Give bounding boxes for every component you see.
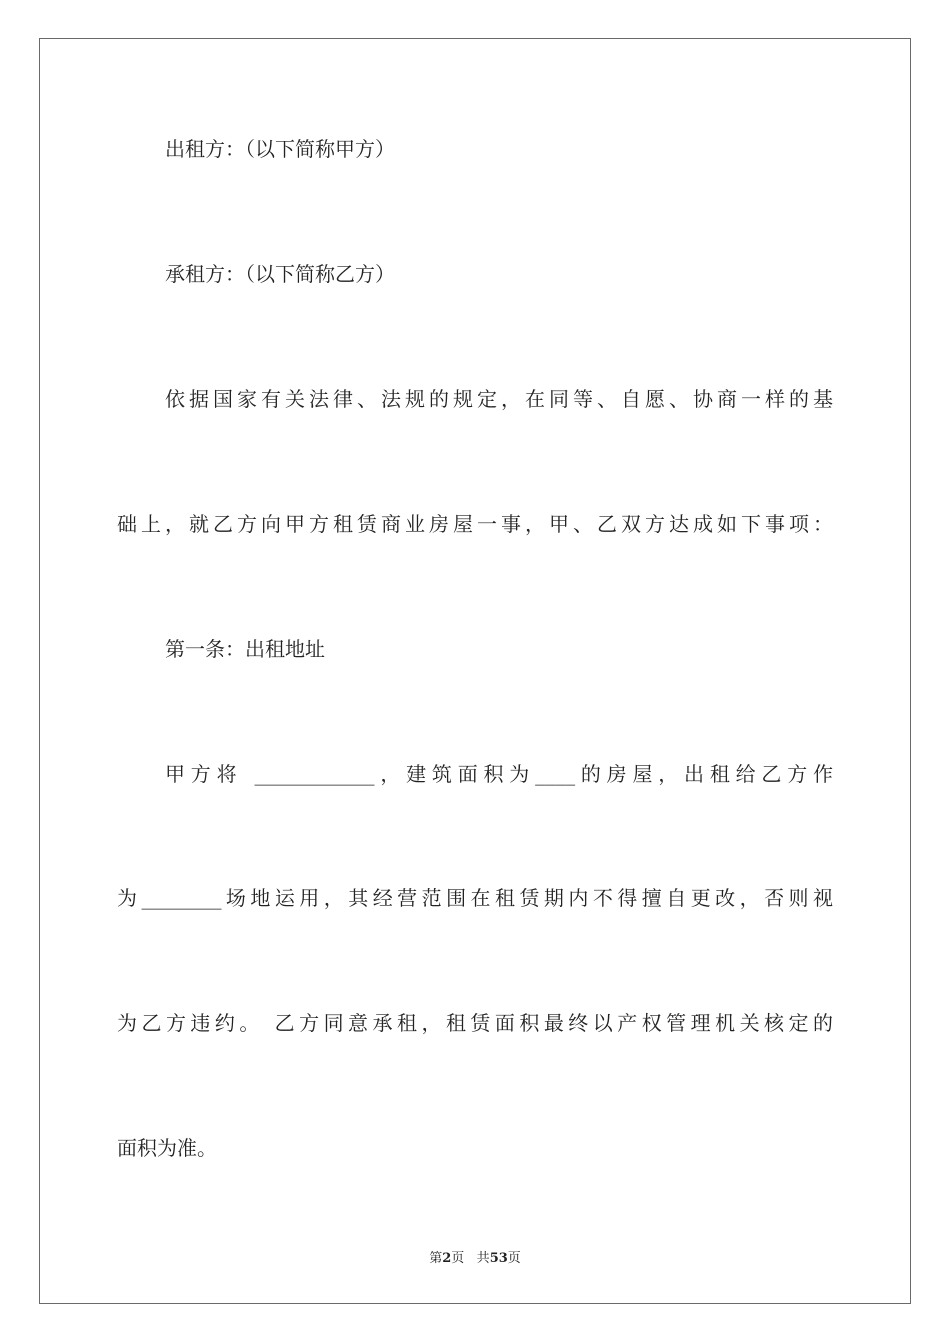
body-paragraph-line: 为________场地运用，其经营范围在租赁期内不得擅自更改，否则视 (117, 886, 833, 910)
article-heading: 第一条：出租地址 (165, 637, 325, 661)
body-paragraph-line: 甲方将 ____________，建筑面积为____的房屋，出租给乙方作 (165, 762, 833, 786)
total-pages: 53 (489, 1251, 508, 1266)
lessee-line: 承租方：（以下简称乙方） (165, 262, 395, 286)
page-suffix: 页 (451, 1251, 465, 1266)
page-border (39, 38, 911, 1304)
body-paragraph-line: 依据国家有关法律、法规的规定，在同等、自愿、协商一样的基 (165, 387, 833, 411)
page-footer (0, 1247, 950, 1266)
lessor-line: 出租方：（以下简称甲方） (165, 137, 395, 161)
total-suffix: 页 (507, 1251, 521, 1266)
body-paragraph-line: 为乙方违约。 乙方同意承租，租赁面积最终以产权管理机关核定的 (117, 1011, 833, 1035)
body-paragraph-line: 面积为准。 (117, 1136, 217, 1160)
page-number: 2 (442, 1251, 452, 1266)
page-prefix: 第 (429, 1251, 443, 1266)
body-paragraph-line: 础上，就乙方向甲方租赁商业房屋一事，甲、乙双方达成如下事项： (117, 512, 833, 536)
total-prefix: 共 (476, 1251, 490, 1266)
